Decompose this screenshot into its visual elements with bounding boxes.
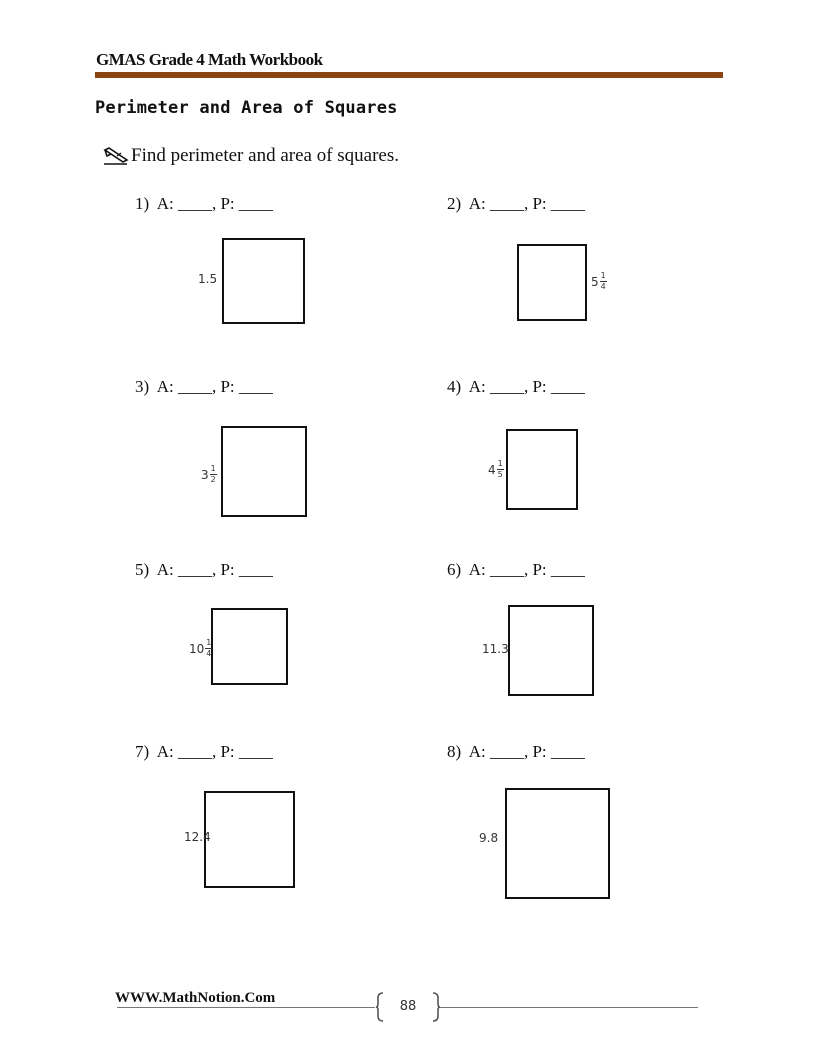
problem-4-label: 4) A: ____, P: ____ xyxy=(447,377,585,396)
problem-4-side-fraction xyxy=(497,460,504,479)
problem-2-square xyxy=(517,244,587,321)
problem-1-label: 1) A: ____, P: ____ xyxy=(135,194,273,213)
footer-website: WWW.MathNotion.Com xyxy=(115,990,276,1006)
problem-7-side-label: 12.4 xyxy=(184,830,211,844)
problem-8-square xyxy=(505,788,610,899)
problem-3-label: 3) A: ____, P: ____ xyxy=(135,377,273,396)
page-number: 88 xyxy=(399,999,417,1014)
pencil-icon xyxy=(103,146,129,166)
footer-rule-left xyxy=(117,1007,375,1008)
left-brace-icon xyxy=(376,992,384,1022)
problem-3-side-fraction xyxy=(210,465,217,484)
problem-2-label: 2) A: ____, P: ____ xyxy=(447,194,585,213)
problem-8-label: 8) A: ____, P: ____ xyxy=(447,742,585,761)
problem-5-square xyxy=(211,608,288,685)
problem-2-side-fraction xyxy=(600,272,607,291)
problem-5-side-fraction xyxy=(205,639,212,658)
problem-2-side-denominator: 4 xyxy=(600,282,606,291)
header-rule xyxy=(95,72,723,78)
problem-2-side-numerator: 1 xyxy=(600,271,606,280)
problem-7-square xyxy=(204,791,295,888)
problem-5-side-denominator: 4 xyxy=(206,649,212,658)
problem-5-label: 5) A: ____, P: ____ xyxy=(135,560,273,579)
problem-3-square xyxy=(221,426,307,517)
problem-5-side-numerator: 1 xyxy=(206,638,212,647)
problem-3-side-whole: 3 xyxy=(201,467,209,482)
problem-4-side-label xyxy=(488,460,504,479)
right-brace-icon xyxy=(432,992,440,1022)
problem-1-square xyxy=(222,238,305,324)
problem-3-side-label xyxy=(201,465,217,484)
problem-6-square xyxy=(508,605,594,696)
problem-3-side-denominator: 2 xyxy=(210,475,216,484)
problem-4-square xyxy=(506,429,578,510)
problem-4-side-whole: 4 xyxy=(488,462,496,477)
problem-1-side-label: 1.5 xyxy=(198,272,218,286)
instruction xyxy=(103,145,399,167)
instruction-text: Find perimeter and area of squares. xyxy=(131,145,400,166)
problem-6-label: 6) A: ____, P: ____ xyxy=(447,560,585,579)
problem-4-side-denominator: 5 xyxy=(497,470,503,479)
problem-2-side-label xyxy=(591,272,607,291)
problem-5-side-label xyxy=(189,639,212,658)
problem-6-side-label: 11.3 xyxy=(482,642,509,656)
section-title: Perimeter and Area of Squares xyxy=(95,98,398,118)
problem-4-side-numerator: 1 xyxy=(497,459,503,468)
workbook-title: GMAS Grade 4 Math Workbook xyxy=(96,50,323,69)
problem-2-side-whole: 5 xyxy=(591,274,599,289)
footer-rule-right xyxy=(440,1007,698,1008)
problem-3-side-numerator: 1 xyxy=(210,464,216,473)
problem-7-label: 7) A: ____, P: ____ xyxy=(135,742,273,761)
problem-8-side-label: 9.8 xyxy=(479,831,499,845)
problem-5-side-whole: 10 xyxy=(189,641,205,656)
